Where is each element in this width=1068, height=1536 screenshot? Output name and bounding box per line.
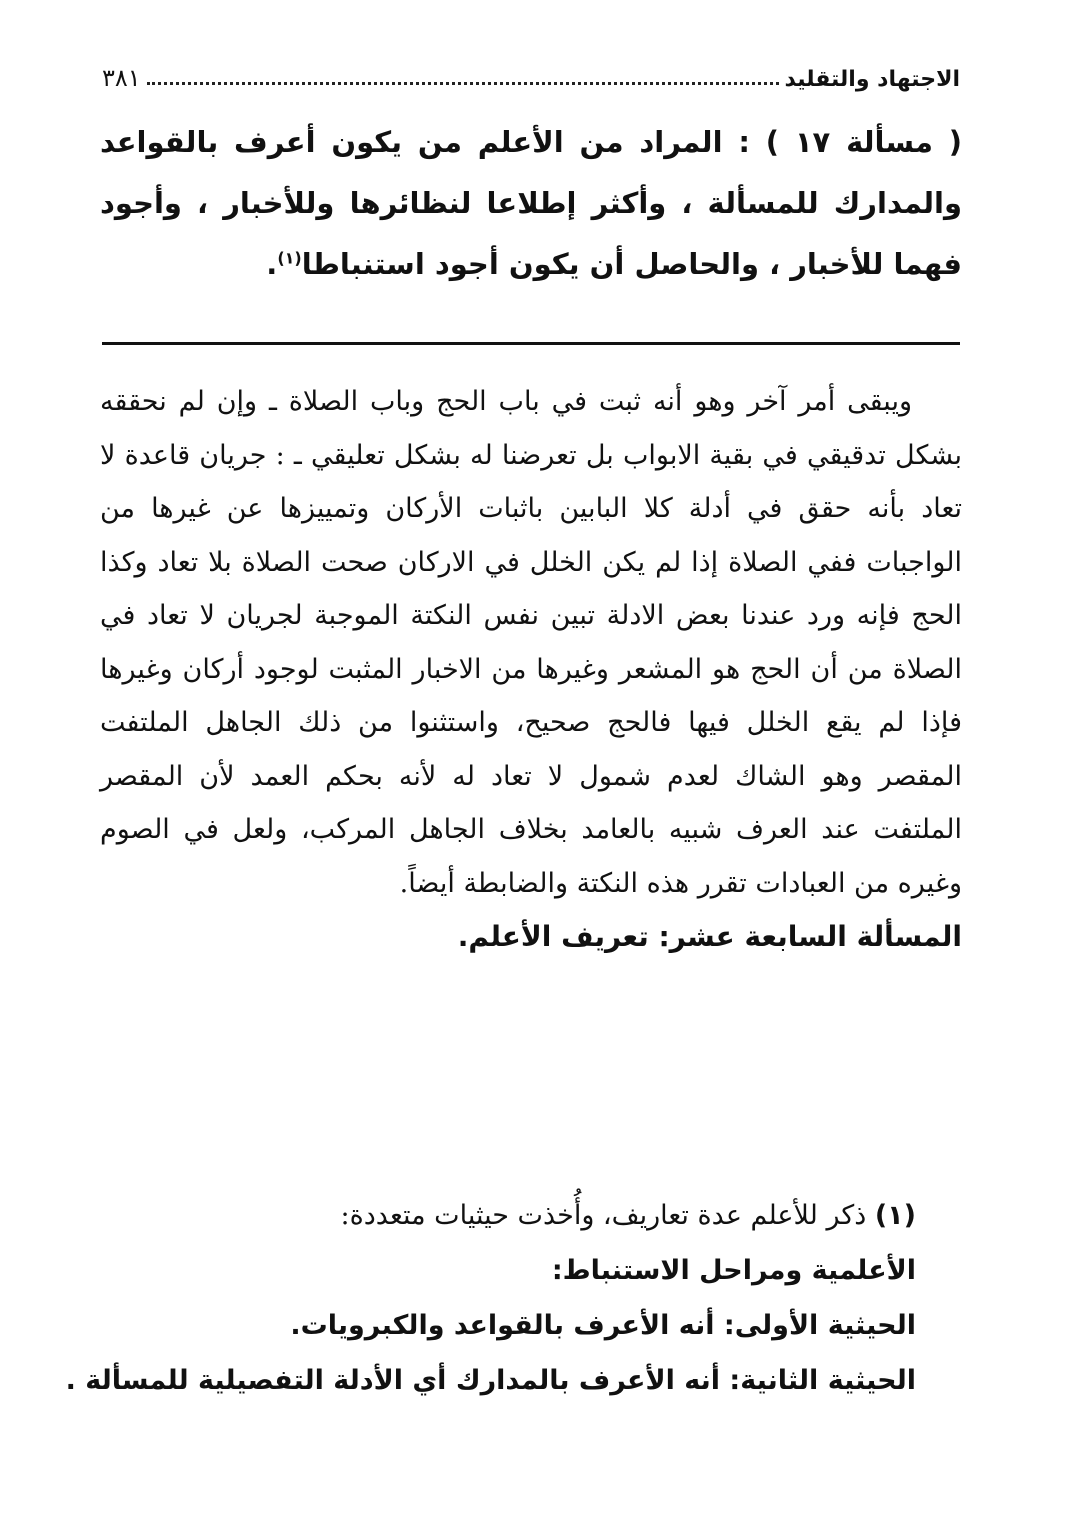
footnote-reference: (١) [277,248,302,268]
commentary-block [100,375,962,964]
masala-end: . [266,247,278,281]
section-heading: المسألة السابعة عشر: تعريف الأعلم. [457,920,962,953]
commentary-paragraph: ويبقى أمر آخر وهو أنه ثبت في باب الحج وباب الصلاة ـ وإن لم نحققه بشكل تدقيقي في بقية الابواب بل تعرضنا له بشكل تعليقي ـ : جريان قاعدة لا تعاد بأنه حقق في أدلة كلا البابين باثبات الأركان وتمييزها عن غيرها من الواجبات ففي الصلاة إذا لم يكن الخلل في الاركان صحت الصلاة بلا تعاد وكذا الحج فإنه ورد عندنا بعض الادلة تبين نفس النكتة الموجبة لجريان لا تعاد في الصلاة من أن الحج هو المشعر وغيرها من الاخبار المثبت لوجود أركان وغيرها فإذا لم يقع الخلل فيها فالحج صحيح، واستثنوا من ذلك الجاهل الملتفت المقصر وهو الشاك لعدم شمول لا تعاد له لأنه بحكم العمد لأن المقصر الملتفت عند العرف شبيه بالعامد بخلاف الجاهل المركب، ولعل في الصوم وغيره من العبادات تقرر هذه النكتة والضابطة أيضاً. [100,386,962,899]
footnote-subheading: الأعلمية ومراحل الاستنباط: [551,1255,916,1286]
masala-text: ( مسألة ١٧ ) : المراد من الأعلم من يكون أعرف بالقواعد والمدارك للمسألة ، وأكثر إطلاعا لنظائرها وللأخبار ، وأجود فهما للأخبار ، والحاصل أن يكون أجود استنباطا [100,125,962,281]
running-header [102,52,960,92]
first-aspect-label: الحيثية الأولى: [723,1310,916,1341]
second-aspect-text: أنه الأعرف بالمدارك أي الأدلة التفصيلية للمسألة . [65,1365,721,1396]
footnote-second-aspect [65,1353,916,1408]
divider-line [102,342,960,345]
footnote-block [65,1188,916,1408]
footnote-intro-line [100,1188,916,1243]
leader-dots [147,82,779,85]
footnote-number: (١) [874,1200,916,1231]
second-aspect-label: الحيثية الثانية: [729,1365,916,1396]
footnote-intro: ذكر للأعلم عدة تعاريف، وأُخذت حيثيات متعددة: [340,1200,867,1231]
running-title: الاجتهاد والتقليد [784,67,960,92]
page-number: ٣٨١ [102,64,141,92]
footnote-first-aspect [100,1298,916,1353]
first-aspect-text: أنه الأعرف بالقواعد والكبرويات. [290,1310,715,1341]
masala-block [100,112,962,295]
